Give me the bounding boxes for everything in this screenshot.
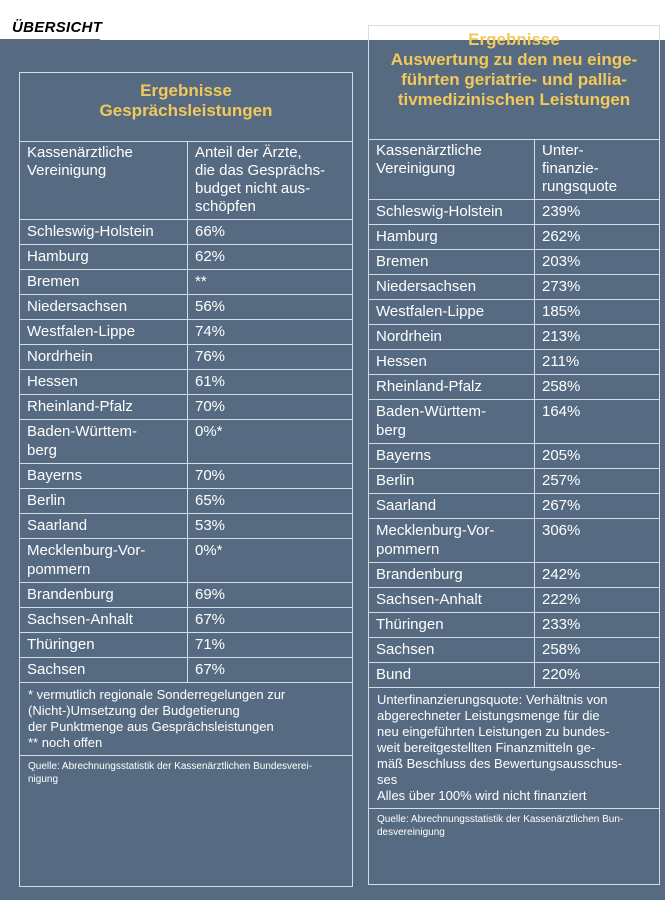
region-line: pommern — [376, 541, 440, 558]
header-value — [535, 140, 660, 200]
table-row — [369, 400, 659, 444]
table-row — [20, 420, 352, 464]
table-row — [20, 320, 352, 345]
region-line: Sachsen-Anhalt — [376, 591, 482, 608]
region-line: Schleswig-Holstein — [27, 223, 154, 240]
region-line: Bremen — [376, 253, 429, 270]
value-cell: 71% — [188, 633, 353, 658]
table-title — [369, 26, 659, 140]
text-line: Auswertung zu den neu einge- — [390, 50, 638, 69]
region-cell — [369, 300, 535, 325]
table-row — [20, 539, 352, 583]
region-line: Berlin — [376, 472, 415, 489]
region-cell — [369, 663, 535, 688]
value-cell: 205% — [535, 444, 660, 469]
table-row — [369, 494, 659, 519]
text-line: (Nicht-)Umsetzung der Budgetierung — [28, 703, 240, 718]
text-line: führten geriatrie- und pallia- — [401, 70, 627, 89]
header-region — [20, 142, 188, 220]
table-row — [20, 658, 352, 683]
value-cell: 164% — [535, 400, 660, 444]
table-row — [20, 245, 352, 270]
region-line: Niedersachsen — [376, 278, 477, 295]
region-cell — [20, 370, 188, 395]
region-cell — [369, 400, 535, 444]
region-cell — [369, 325, 535, 350]
region-cell — [369, 200, 535, 225]
region-cell — [20, 245, 188, 270]
region-line: Bayerns — [376, 447, 432, 464]
table-title — [20, 73, 352, 142]
region-line: Bremen — [27, 273, 80, 290]
table-row — [369, 200, 659, 225]
text-line: ** noch offen — [28, 735, 103, 750]
table-row — [369, 444, 659, 469]
value-cell: 257% — [535, 469, 660, 494]
region-cell — [369, 638, 535, 663]
table-row — [20, 295, 352, 320]
region-cell — [20, 420, 188, 464]
table-row — [369, 275, 659, 300]
region-line: Brandenburg — [27, 586, 114, 603]
section-label — [0, 17, 103, 41]
value-cell: 306% — [535, 519, 660, 563]
region-line: Hessen — [376, 353, 427, 370]
table-row — [20, 608, 352, 633]
header-line: Unter- — [542, 142, 584, 159]
header-line: Vereinigung — [27, 162, 107, 179]
section-label-text: ÜBERSICHT — [12, 19, 103, 36]
region-line: Rheinland-Pfalz — [376, 378, 482, 395]
region-cell — [20, 295, 188, 320]
table-box-conversation-services — [19, 72, 353, 887]
region-cell — [20, 608, 188, 633]
value-cell: 66% — [188, 220, 353, 245]
value-cell: 185% — [535, 300, 660, 325]
region-line: Rheinland-Pfalz — [27, 398, 133, 415]
text-line: mäß Beschluss des Bewertungsausschus- — [377, 756, 622, 771]
value-cell: 258% — [535, 638, 660, 663]
text-line: tivmedizinischen Leistungen — [397, 90, 631, 109]
table-header-row — [20, 142, 352, 220]
region-cell — [20, 514, 188, 539]
table-row — [20, 395, 352, 420]
value-cell: 62% — [188, 245, 353, 270]
results-table — [369, 140, 659, 687]
value-cell: 242% — [535, 563, 660, 588]
value-cell: 0%* — [188, 539, 353, 583]
region-line: Sachsen — [27, 661, 86, 678]
value-cell: 74% — [188, 320, 353, 345]
table-row — [369, 350, 659, 375]
region-cell — [369, 494, 535, 519]
value-cell: 70% — [188, 395, 353, 420]
region-line: Berlin — [27, 492, 66, 509]
value-cell: 273% — [535, 275, 660, 300]
header-line: Kassenärztliche — [27, 144, 133, 161]
text-line: weit bereitgestellten Finanzmitteln ge- — [377, 740, 596, 755]
table-row — [20, 345, 352, 370]
table-row — [20, 464, 352, 489]
value-cell: 267% — [535, 494, 660, 519]
header-line: Kassenärztliche — [376, 142, 482, 159]
region-line: berg — [27, 442, 58, 459]
table-row — [369, 375, 659, 400]
table-row — [20, 489, 352, 514]
region-line: Baden-Württem- — [27, 423, 138, 440]
region-cell — [369, 275, 535, 300]
value-cell: 258% — [535, 375, 660, 400]
value-cell: 211% — [535, 350, 660, 375]
value-cell: 222% — [535, 588, 660, 613]
text-line: Unterfinanzierungsquote: Verhältnis von — [377, 692, 608, 707]
header-line: schöpfen — [195, 198, 256, 215]
region-cell — [369, 350, 535, 375]
region-line: Bund — [376, 666, 412, 683]
region-line: Westfalen-Lippe — [27, 323, 136, 340]
table-row — [369, 588, 659, 613]
value-cell: 70% — [188, 464, 353, 489]
region-line: Thüringen — [376, 616, 444, 633]
region-line: Hamburg — [27, 248, 89, 265]
region-cell — [20, 395, 188, 420]
text-line: abgerechneter Leistungsmenge für die — [377, 708, 600, 723]
region-line: Hamburg — [376, 228, 438, 245]
region-line: pommern — [27, 561, 91, 578]
region-line: Saarland — [27, 517, 88, 534]
value-cell: 56% — [188, 295, 353, 320]
region-cell — [20, 489, 188, 514]
text-line: * vermutlich regionale Sonderregelungen zur — [28, 687, 286, 702]
region-cell — [369, 375, 535, 400]
results-table — [20, 142, 352, 682]
table-header-row — [369, 140, 659, 200]
region-line: Brandenburg — [376, 566, 463, 583]
table-row — [20, 583, 352, 608]
region-line: Hessen — [27, 373, 78, 390]
region-cell — [369, 225, 535, 250]
region-line: Thüringen — [27, 636, 95, 653]
region-cell — [369, 469, 535, 494]
value-cell: 61% — [188, 370, 353, 395]
region-cell — [20, 583, 188, 608]
region-cell — [20, 539, 188, 583]
region-cell — [369, 563, 535, 588]
value-cell: 65% — [188, 489, 353, 514]
header-line: die das Gesprächs- — [195, 162, 326, 179]
header-line: Vereinigung — [376, 160, 456, 177]
text-line: Quelle: Abrechnungsstatistik der Kassenärztlichen Bun- — [377, 814, 624, 825]
table-row — [369, 325, 659, 350]
header-line: Anteil der Ärzte, — [195, 144, 302, 161]
value-cell: ** — [188, 270, 353, 295]
footnote — [369, 687, 659, 808]
table-row — [369, 225, 659, 250]
value-cell: 53% — [188, 514, 353, 539]
table-row — [369, 613, 659, 638]
table-row — [369, 469, 659, 494]
text-line: Alles über 100% wird nicht finanziert — [377, 788, 587, 803]
value-cell: 203% — [535, 250, 660, 275]
region-line: Saarland — [376, 497, 437, 514]
table-row — [20, 220, 352, 245]
value-cell: 0%* — [188, 420, 353, 464]
table-row — [369, 519, 659, 563]
region-cell — [20, 270, 188, 295]
table-row — [20, 270, 352, 295]
region-line: Mecklenburg-Vor- — [376, 522, 495, 539]
region-cell — [20, 220, 188, 245]
region-cell — [369, 250, 535, 275]
text-line: Quelle: Abrechnungsstatistik der Kassenärztlichen Bundesverei- — [28, 761, 313, 772]
table-row — [20, 370, 352, 395]
value-cell: 239% — [535, 200, 660, 225]
table-row — [369, 663, 659, 688]
value-cell: 67% — [188, 608, 353, 633]
region-line: Sachsen-Anhalt — [27, 611, 133, 628]
results-table-body — [369, 140, 659, 687]
region-cell — [20, 658, 188, 683]
region-cell — [369, 444, 535, 469]
region-line: Nordrhein — [376, 328, 442, 345]
region-line: Westfalen-Lippe — [376, 303, 485, 320]
text-line: der Punktmenge aus Gesprächsleistungen — [28, 719, 274, 734]
table-row — [369, 638, 659, 663]
header-line: budget nicht aus- — [195, 180, 311, 197]
region-cell — [369, 613, 535, 638]
text-line: ses — [377, 772, 398, 787]
region-cell — [369, 519, 535, 563]
value-cell: 220% — [535, 663, 660, 688]
table-row — [369, 250, 659, 275]
value-cell: 76% — [188, 345, 353, 370]
region-line: Nordrhein — [27, 348, 93, 365]
table-row — [369, 563, 659, 588]
footnote — [20, 682, 352, 755]
table-row — [20, 514, 352, 539]
header-line: rungsquote — [542, 178, 618, 195]
results-table-body — [20, 142, 352, 682]
region-line: Baden-Württem- — [376, 403, 487, 420]
text-line: neu eingeführten Leistungen zu bundes- — [377, 724, 610, 739]
region-line: Mecklenburg-Vor- — [27, 542, 146, 559]
header-region — [369, 140, 535, 200]
value-cell: 69% — [188, 583, 353, 608]
value-cell: 262% — [535, 225, 660, 250]
table-row — [369, 300, 659, 325]
region-cell — [20, 320, 188, 345]
value-cell: 67% — [188, 658, 353, 683]
region-line: Schleswig-Holstein — [376, 203, 503, 220]
text-line: nigung — [28, 774, 59, 785]
value-cell: 233% — [535, 613, 660, 638]
region-cell — [20, 464, 188, 489]
text-line: Ergebnisse — [140, 81, 232, 100]
header-line: finanzie- — [542, 160, 599, 177]
region-cell — [369, 588, 535, 613]
value-cell: 213% — [535, 325, 660, 350]
region-line: Bayerns — [27, 467, 83, 484]
region-cell — [20, 345, 188, 370]
source-note — [369, 808, 659, 843]
table-row — [20, 633, 352, 658]
source-note — [20, 755, 352, 790]
table-box-geriatric-palliative — [368, 25, 660, 885]
region-cell — [20, 633, 188, 658]
header-value — [188, 142, 353, 220]
region-line: Sachsen — [376, 641, 435, 658]
text-line: desvereinigung — [377, 827, 445, 838]
region-line: Niedersachsen — [27, 298, 128, 315]
region-line: berg — [376, 422, 407, 439]
text-line: Gesprächsleistungen — [99, 101, 273, 120]
text-line: Ergebnisse — [468, 30, 560, 49]
